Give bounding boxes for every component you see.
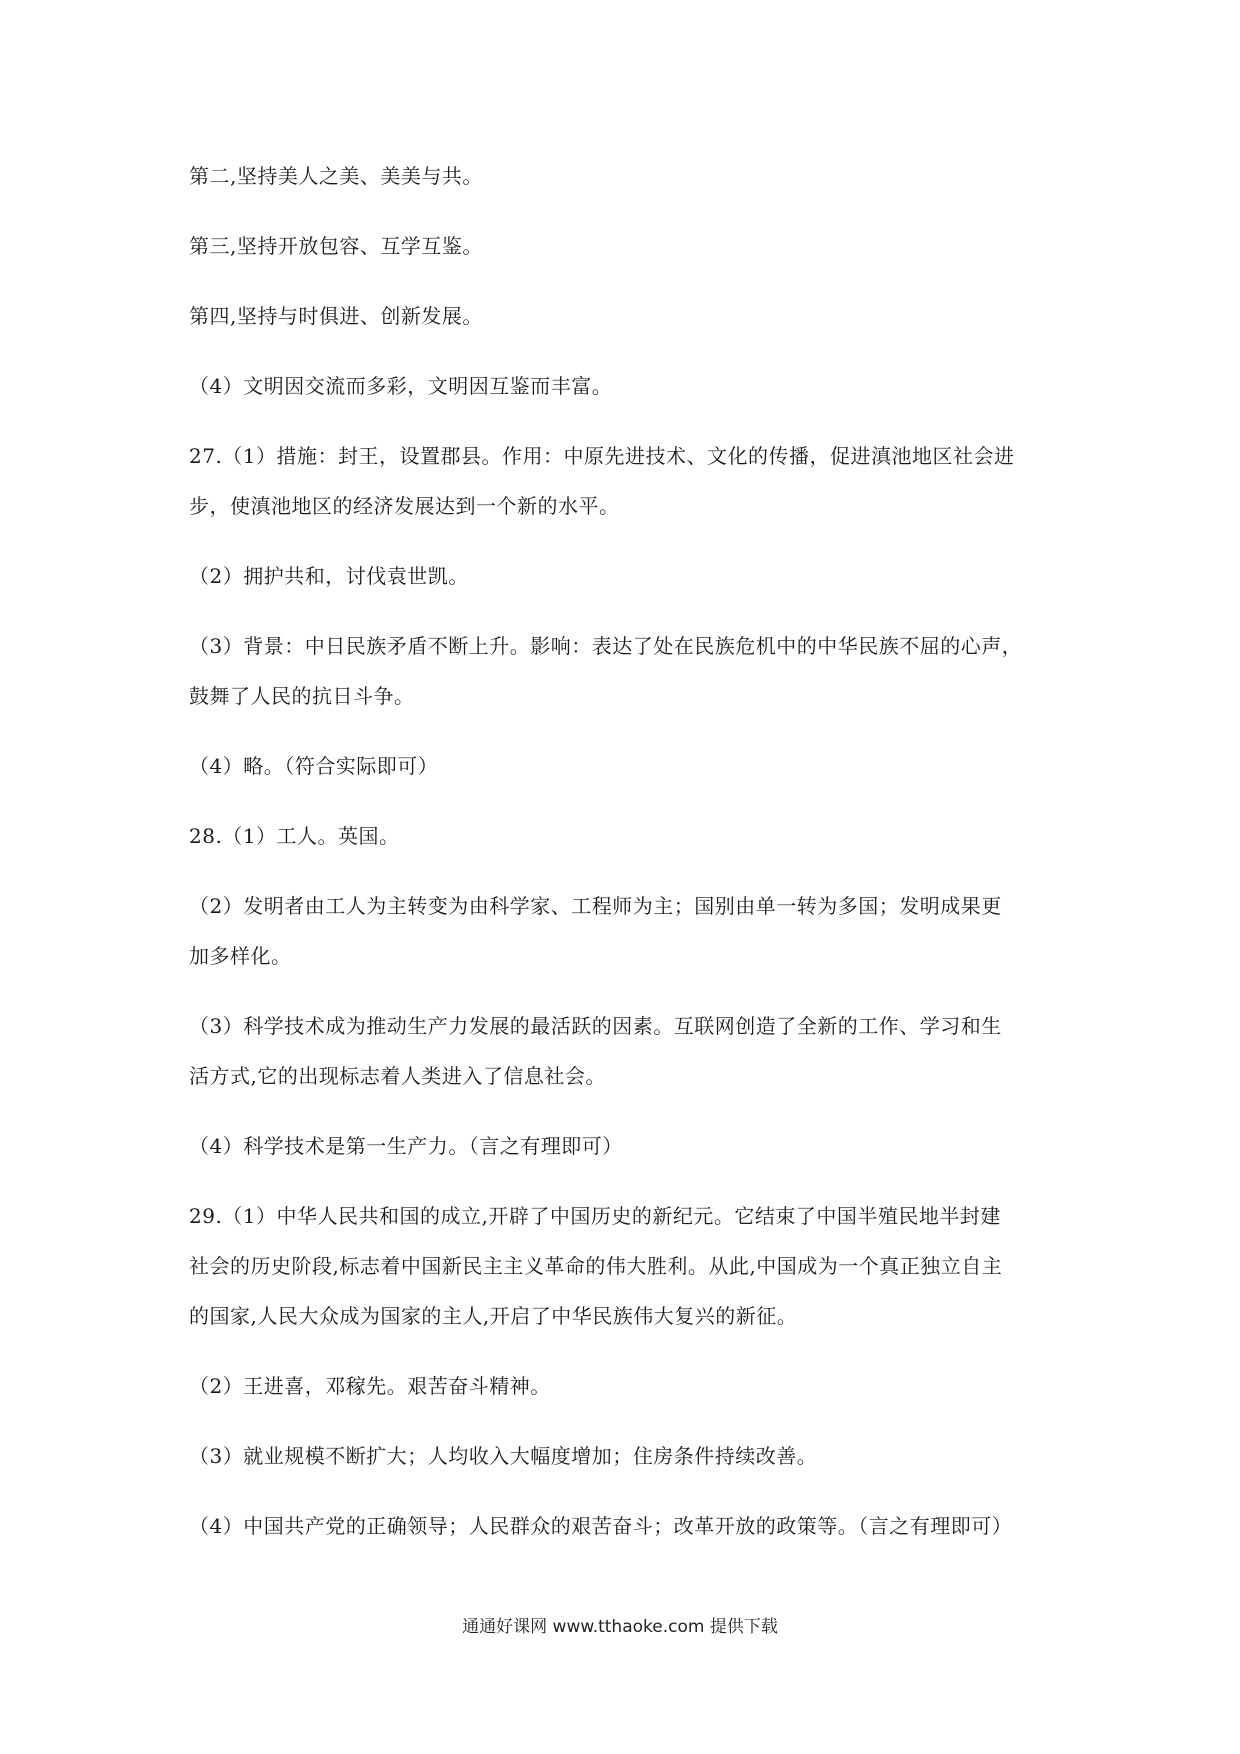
answer-line: 第四,坚持与时俱进、创新发展。 xyxy=(189,304,483,328)
answer-line: 社会的历史阶段,标志着中国新民主主义革命的伟大胜利。从此,中国成为一个真正独立自主 xyxy=(189,1254,1003,1278)
answer-line: （2）拥护共和，讨伐袁世凯。 xyxy=(189,564,469,588)
answer-line: （4）中国共产党的正确领导；人民群众的艰苦奋斗；改革开放的政策等。（言之有理即可） xyxy=(189,1514,1013,1538)
answer-line: 第二,坚持美人之美、美美与共。 xyxy=(189,164,483,188)
answer-line: 鼓舞了人民的抗日斗争。 xyxy=(189,684,415,708)
answer-line: （4）文明因交流而多彩，文明因互鉴而丰富。 xyxy=(189,374,613,398)
answer-line: 的国家,人民大众成为国家的主人,开启了中华民族伟大复兴的新征。 xyxy=(189,1304,798,1328)
answer-line: 加多样化。 xyxy=(189,944,292,968)
answer-line: 步，使滇池地区的经济发展达到一个新的水平。 xyxy=(189,494,620,518)
answer-line: （2）发明者由工人为主转变为由科学家、工程师为主；国别由单一转为多国；发明成果更 xyxy=(189,894,1002,918)
answer-line: （3）科学技术成为推动生产力发展的最活跃的因素。互联网创造了全新的工作、学习和生 xyxy=(189,1014,1002,1038)
answer-line: 第三,坚持开放包容、互学互鉴。 xyxy=(189,234,483,258)
answer-line: 28.（1）工人。英国。 xyxy=(189,824,400,848)
answer-line: 27.（1）措施：封王，设置郡县。作用：中原先进技术、文化的传播，促进滇池地区社会进 xyxy=(189,444,1015,468)
answer-line: （4）科学技术是第一生产力。（言之有理即可） xyxy=(189,1134,623,1158)
answer-line: （3）背景：中日民族矛盾不断上升。影响：表达了处在民族危机中的中华民族不屈的心声， xyxy=(189,634,1023,658)
answer-line: （4）略。（符合实际即可） xyxy=(189,754,439,778)
answer-line: （2）王进喜，邓稼先。艰苦奋斗精神。 xyxy=(189,1374,551,1398)
footer-source-text: 通通好课网 www.tthaoke.com 提供下载 xyxy=(462,1617,778,1637)
answer-line: （3）就业规模不断扩大；人均收入大幅度增加；住房条件持续改善。 xyxy=(189,1444,818,1468)
answer-line: 29.（1）中华人民共和国的成立,开辟了中国历史的新纪元。它结束了中国半殖民地半封建 xyxy=(189,1204,1001,1228)
answer-line: 活方式,它的出现标志着人类进入了信息社会。 xyxy=(189,1064,606,1088)
